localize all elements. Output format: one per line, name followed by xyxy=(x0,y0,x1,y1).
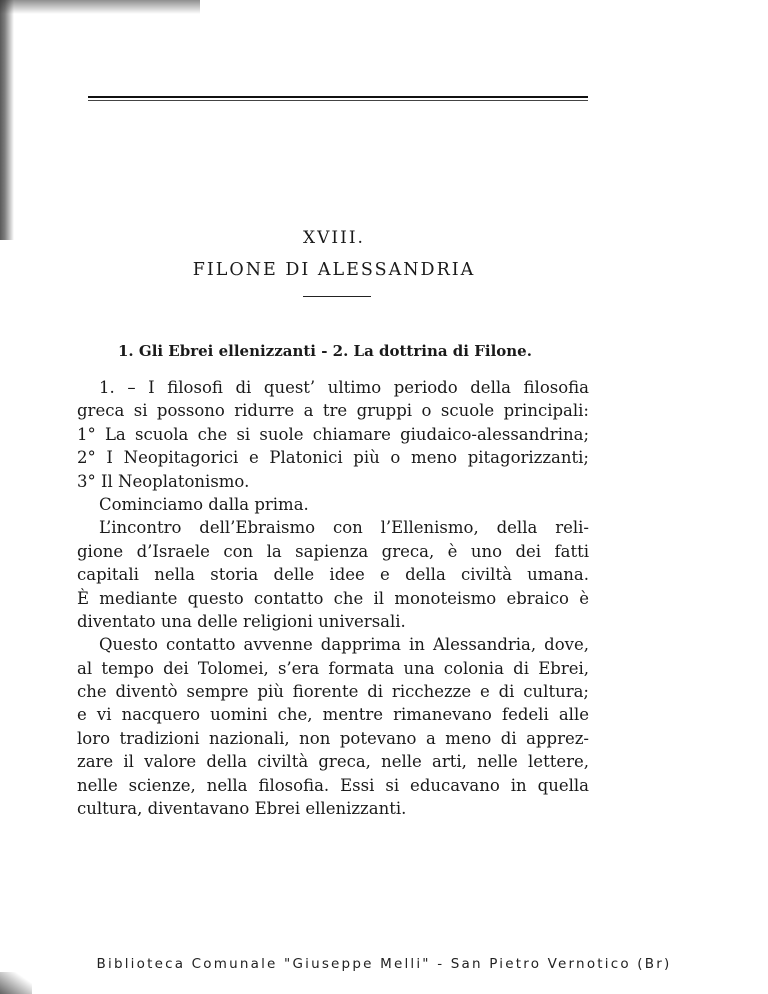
chapter-number: XVIII. xyxy=(303,228,365,248)
text-line: diventato una delle religioni universali. xyxy=(77,611,406,631)
text-line: 1° La scuola che si suole chiamare giudaico-alessandrina; xyxy=(77,424,589,444)
text-line: zare il valore della civiltà greca, nelle arti, nelle lettere, xyxy=(77,752,589,772)
title-underline-rule xyxy=(303,296,371,297)
text-line: capitali nella storia delle idee e della civiltà umana. xyxy=(77,565,589,585)
text-line: Questo contatto avvenne dapprima in Alessandria, dove, xyxy=(99,635,589,655)
chapter-title: FILONE DI ALESSANDRIA xyxy=(192,260,476,280)
text-line: 3° Il Neoplatonismo. xyxy=(77,471,250,491)
text-line: Cominciamo dalla prima. xyxy=(99,494,309,514)
text-line: È mediante questo contatto che il monoteismo ebraico è xyxy=(77,588,589,608)
text-line: loro tradizioni nazionali, non potevano a meno di apprez- xyxy=(77,728,589,748)
library-footer: Biblioteca Comunale "Giuseppe Melli" - San Pietro Vernotico (Br) xyxy=(96,956,672,972)
text-line: cultura, diventavano Ebrei ellenizzanti. xyxy=(77,799,407,819)
text-line: al tempo dei Tolomei, s’era formata una colonia di Ebrei, xyxy=(77,658,589,678)
text-line: 2° I Neopitagorici e Platonici più o meno pitagorizzanti; xyxy=(77,448,589,468)
text-line: greca si possono ridurre a tre gruppi o scuole principali: xyxy=(77,401,589,421)
scan-corner-shadow xyxy=(0,0,200,14)
text-line: gione d’Israele con la sapienza greca, è uno dei fatti xyxy=(77,541,589,561)
chapter-summary: 1. Gli Ebrei ellenizzanti - 2. La dottrina di Filone. xyxy=(118,342,532,360)
text-line: e vi nacquero uomini che, mentre rimanevano fedeli alle xyxy=(77,705,589,725)
text-line: 1. – I filosofi di quest’ ultimo periodo della filosofia xyxy=(99,378,589,397)
scan-edge-shadow xyxy=(0,0,14,240)
scan-corner-shadow-bottom xyxy=(0,972,32,994)
text-line: L’incontro dell’Ebraismo con l’Ellenismo, della reli- xyxy=(99,518,589,538)
text-line: nelle scienze, nella filosofia. Essi si educavano in quella xyxy=(77,775,589,795)
text-line: che diventò sempre più fiorente di ricchezze e di cultura; xyxy=(77,682,589,702)
header-double-rule xyxy=(88,96,588,101)
body-text xyxy=(77,376,589,820)
